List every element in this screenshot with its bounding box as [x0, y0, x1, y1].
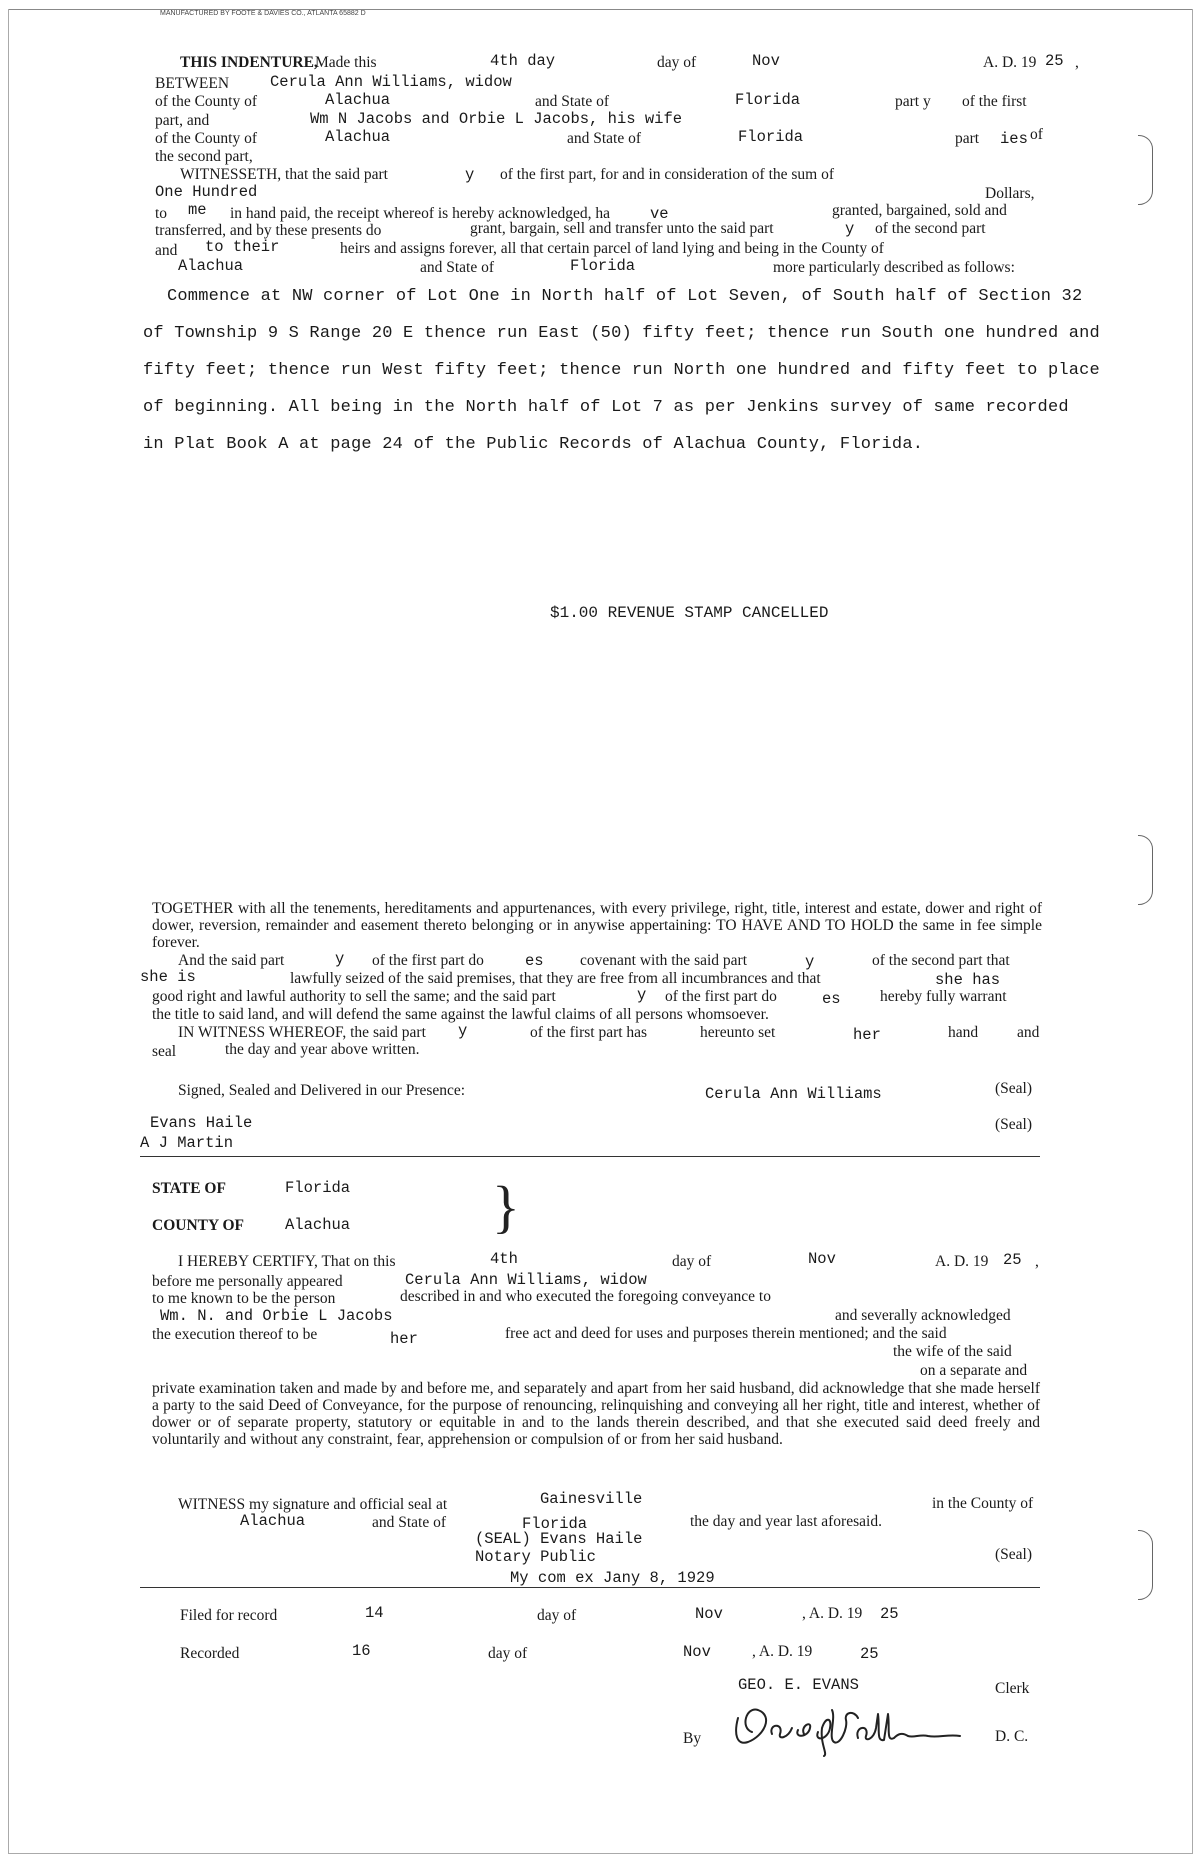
section-divider [140, 1587, 1040, 1588]
consideration-sum: One Hundred [155, 183, 258, 201]
notary-commission: My com ex Jany 8, 1929 [510, 1569, 715, 1587]
label: to me known to be the person [152, 1290, 336, 1307]
ack-county-2: Alachua [240, 1512, 306, 1530]
label: day of [537, 1607, 577, 1624]
recorded-year: 25 [860, 1645, 879, 1663]
label: A. D. 19 [983, 54, 1037, 71]
description-line: in Plat Book A at page 24 of the Public Records of Alachua County, Florida. [143, 435, 924, 454]
label: and State of [420, 259, 495, 276]
filed-year: 25 [880, 1605, 899, 1623]
label: and State of [567, 130, 642, 147]
label: the title to said land, and will defend the same against the lawful claims of all persons whomsoever. [152, 1006, 769, 1023]
label: Made this [315, 54, 377, 71]
ack-person: Cerula Ann Williams, widow [405, 1271, 647, 1289]
label: , A. D. 19 [752, 1643, 813, 1660]
ack-state-2: Florida [522, 1515, 588, 1533]
label: free act and deed for uses and purposes therein mentioned; and the said [505, 1325, 947, 1342]
seal-mark: (Seal) [995, 1546, 1033, 1563]
label: By [683, 1730, 702, 1747]
filed-month: Nov [695, 1605, 723, 1623]
label: part y [895, 93, 931, 110]
label: Recorded [180, 1645, 240, 1662]
deputy-clerk-signature [728, 1698, 988, 1758]
filed-day: 14 [365, 1604, 384, 1622]
ack-county: Alachua [285, 1216, 351, 1234]
label: y [335, 950, 345, 968]
label: Filed for record [180, 1607, 278, 1624]
label: Signed, Sealed and Delivered in our Presence: [178, 1082, 466, 1099]
grantee-names: Wm N Jacobs and Orbie L Jacobs, his wife [310, 110, 683, 128]
left-margin-line [8, 9, 9, 1854]
label: y [458, 1022, 468, 1040]
label: the wife of the said [893, 1343, 1012, 1360]
label: IN WITNESS WHEREOF, the said part [178, 1024, 426, 1041]
label: in the County of [932, 1495, 1034, 1512]
label: grant, bargain, sell and transfer unto the said part [470, 220, 774, 237]
label: Alachua [178, 257, 244, 275]
label: I HEREBY CERTIFY, That on this [178, 1253, 396, 1270]
label: , [1035, 1253, 1039, 1270]
label: of the first part do [665, 988, 777, 1005]
label: BETWEEN [155, 75, 230, 92]
notary-title: Notary Public [475, 1548, 596, 1566]
label: granted, bargained, sold and [832, 202, 1007, 219]
label: part, and [155, 112, 210, 129]
label: and State of [372, 1514, 447, 1531]
ack-month: Nov [808, 1250, 836, 1268]
label: of the first [962, 93, 1027, 110]
label: , A. D. 19 [802, 1605, 863, 1622]
label: D. C. [995, 1728, 1029, 1745]
deed-day: 4th day [490, 52, 556, 70]
description-line: fifty feet; thence run West fifty feet; thence run North one hundred and fifty feet to place [143, 361, 1100, 380]
label: y [637, 986, 647, 1004]
label: of the first part has [530, 1024, 648, 1041]
label: good right and lawful authority to sell the same; and the said part [152, 988, 556, 1005]
label: Florida [570, 257, 636, 275]
label: Dollars, [985, 185, 1035, 202]
label: hand [948, 1024, 979, 1041]
label: A. D. 19 [935, 1253, 989, 1270]
label: y [805, 953, 815, 971]
label: of the second part that [872, 952, 1010, 969]
label: y [845, 220, 855, 238]
deed-year: 25 [1045, 52, 1064, 70]
label: of [1030, 126, 1043, 143]
grantor-county: Alachua [325, 91, 391, 109]
label: the execution thereof to be [152, 1326, 318, 1343]
label: she has [935, 971, 1001, 989]
label: the day and year last aforesaid. [690, 1513, 882, 1530]
seal-mark: (Seal) [995, 1080, 1033, 1097]
brace: } [492, 1174, 520, 1239]
label: COUNTY OF [152, 1217, 244, 1234]
ack-state: Florida [285, 1179, 351, 1197]
together-clause: TOGETHER with all the tenements, hereditaments and appurtenances, with every privilege, right, title, interest and estate, dower and right of dower, reversion, remainder and easement thereto belonging or in anywise appertaining: TO HAVE AND TO HOLD the same in fee simple forever. [152, 900, 1042, 951]
label: in hand paid, the receipt whereof is hereby acknowledged, ha [230, 205, 611, 222]
label: me [188, 201, 207, 219]
ack-day: 4th [490, 1250, 518, 1268]
label: the second part, [155, 148, 253, 165]
recorded-month: Nov [683, 1643, 711, 1661]
label: day of [657, 54, 697, 71]
notary-seal: (SEAL) Evans Haile [475, 1530, 643, 1548]
label: and [1017, 1024, 1040, 1041]
label: described in and who executed the foregoing conveyance to [400, 1288, 771, 1305]
label: she is [140, 968, 196, 986]
label: before me personally appeared [152, 1273, 343, 1290]
label: lawfully seized of the said premises, that they are free from all incumbrances and that [290, 970, 821, 987]
label: es [525, 952, 544, 970]
description-line: of Township 9 S Range 20 E thence run East (50) fifty feet; thence run South one hundred and [143, 324, 1100, 343]
label: day of [488, 1645, 528, 1662]
label: and severally acknowledged [835, 1307, 1011, 1324]
manufacturer-strip: MANUFACTURED BY FOOTE & DAVIES CO., ATLANTA 65882 D [160, 10, 366, 17]
witness-2: A J Martin [140, 1134, 234, 1152]
label: to [155, 205, 168, 222]
label: hereunto set [700, 1024, 776, 1041]
witness-1: Evans Haile [150, 1114, 253, 1132]
label: more particularly described as follows: [773, 259, 1015, 276]
ack-grantees: Wm. N. and Orbie L Jacobs [160, 1307, 393, 1325]
label: day of [672, 1253, 712, 1270]
label: and [155, 242, 178, 259]
bottom-rule [8, 1853, 1192, 1854]
label: ies [1000, 130, 1028, 148]
label: y [465, 166, 475, 184]
description-line: of beginning. All being in the North half of Lot 7 as per Jenkins survey of same recorded [143, 398, 1069, 417]
right-margin-line [1192, 9, 1193, 1854]
deed-month: Nov [752, 52, 780, 70]
label: es [822, 990, 841, 1008]
grantor-state: Florida [735, 91, 801, 109]
binding-bracket [1138, 835, 1153, 905]
label: the day and year above written. [225, 1041, 420, 1058]
label: her [390, 1330, 418, 1348]
label: part [955, 130, 980, 147]
label: to their [205, 238, 280, 256]
label: of the County of [155, 93, 258, 110]
label: of the County of [155, 130, 258, 147]
revenue-stamp-note: $1.00 REVENUE STAMP CANCELLED [550, 604, 829, 622]
label: and State of [535, 93, 610, 110]
label: of the first part do [372, 952, 484, 969]
clerk-name: GEO. E. EVANS [738, 1676, 859, 1694]
recorded-day: 16 [352, 1642, 371, 1660]
label: of the second part [875, 220, 986, 237]
description-line: Commence at NW corner of Lot One in North half of Lot Seven, of South half of Section 32 [167, 287, 1083, 306]
binding-bracket [1138, 1530, 1153, 1600]
private-examination-clause: private examination taken and made by and before me, and separately and apart from her said husband, did acknowledge that she made herself a party to the said Deed of Conveyance, for the purpose of renouncing, relinquishing and conveying all her right, title and interest, whether of dower or of separate property, statutory or equitable in and to the lands therein described, and that she executed said deed freely and voluntarily and without any constraint, fear, apprehension or compulsion of or from her said husband. [152, 1380, 1040, 1448]
grantor-signature: Cerula Ann Williams [705, 1085, 882, 1103]
label: Clerk [995, 1680, 1030, 1697]
label: , [1075, 54, 1079, 71]
label: covenant with the said part [580, 952, 748, 969]
ack-year: 25 [1003, 1251, 1022, 1269]
label: of the first part, for and in consideration of the sum of [500, 166, 835, 183]
label: transferred, and by these presents do [155, 222, 382, 239]
grantee-state: Florida [738, 128, 804, 146]
indenture-heading: THIS INDENTURE, [180, 54, 318, 71]
label: STATE OF [152, 1180, 226, 1197]
label: heirs and assigns forever, all that certain parcel of land lying and being in the County of [340, 240, 884, 257]
ack-city: Gainesville [540, 1490, 643, 1508]
label: WITNESS my signature and official seal at [178, 1496, 448, 1513]
binding-bracket [1138, 135, 1153, 205]
section-divider [140, 1156, 1040, 1157]
label: on a separate and [920, 1362, 1028, 1379]
label: seal [152, 1043, 177, 1060]
label: And the said part [178, 952, 285, 969]
label: WITNESSETH, that the said part [180, 166, 388, 183]
seal-mark: (Seal) [995, 1116, 1033, 1133]
grantee-county: Alachua [325, 128, 391, 146]
grantor-name: Cerula Ann Williams, widow [270, 73, 512, 91]
label: ve [650, 205, 669, 223]
label: hereby fully warrant [880, 988, 1007, 1005]
label: her [853, 1026, 881, 1044]
